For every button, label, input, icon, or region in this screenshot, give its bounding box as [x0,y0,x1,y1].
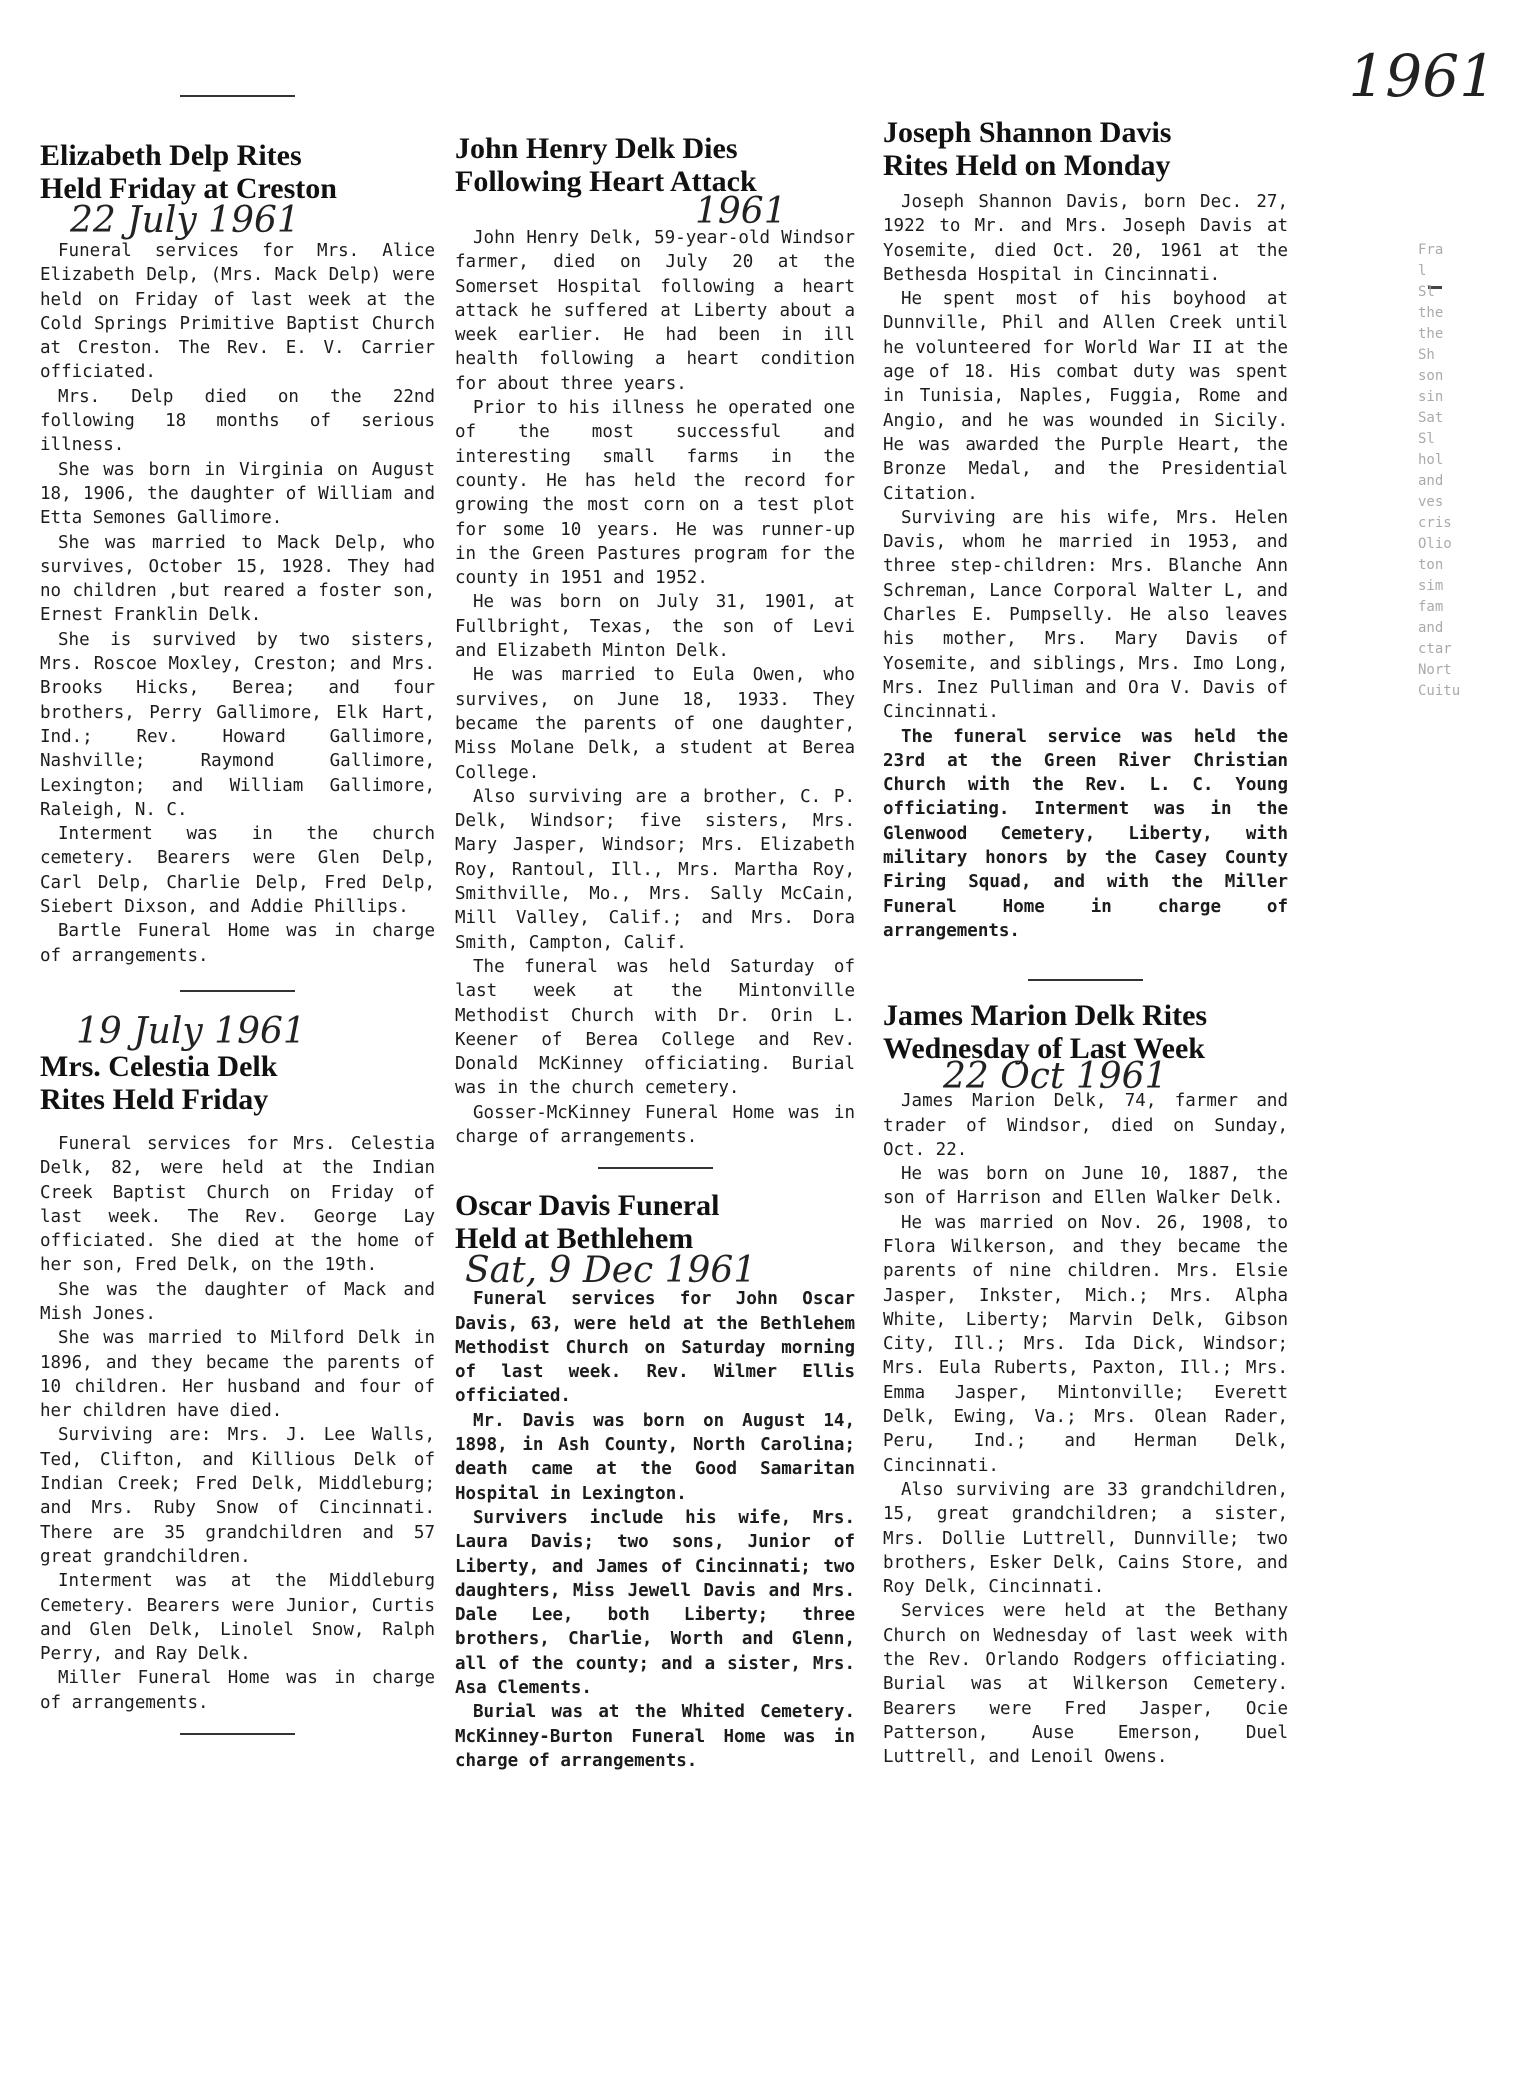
headline [455,132,855,198]
paragraph: Also surviving are 33 grandchildren, 15, great grandchildren; a sister, Mrs. Dollie Luttrell, Dunnville; two brothers, Esker Delk, Cains Store, and Roy Delk, Cincinnati. [883,1479,1288,1598]
paragraph: She was married to Mack Delp, who survives, October 15, 1928. They had no children ,but reared a foster son, Ernest Franklin Delk. [40,532,435,626]
margin-fragment: Sl [1418,284,1435,300]
paragraph: John Henry Delk, 59-year-old Windsor farmer, died on July 20 at the Somerset Hospital following a heart attack he suffered at Liberty about a week earlier. He had been in ill health following a heart condition for about three years. [455,228,855,394]
headline-line: Rites Held on Monday [883,149,1171,182]
paragraph: Interment was at the Middleburg Cemetery. Bearers were Junior, Curtis and Glen Delk, Linolel Snow, Ralph Perry, and Ray Delk. [40,1571,435,1665]
paragraph: She was married to Milford Delk in 1896, and they became the parents of 10 children. Her husband and four of her children have died. [40,1328,435,1422]
paragraph: The funeral service was held the 23rd at the Green River Christian Church with the Rev. L. C. Young officiating. Interment was in the Glenwood Cemetery, Liberty, with military honors by the Casey County Firing Squad, and with the Miller Funeral Home in charge of arrangements. [883,726,1288,941]
headline-line: Rites Held Friday [40,1082,269,1116]
paragraph: The funeral was held Saturday of last week at the Mintonville Methodist Church with Dr. Orin L. Keener of Berea College and Rev. Donald McKinney officiating. Burial was in the church cemetery. [455,956,855,1099]
bottom-rule [180,1733,295,1735]
margin-fragment: Fra [1418,242,1444,258]
headline-line: John Henry Delk Dies [455,132,738,165]
margin-fragment: ton [1418,557,1444,573]
paragraph: Prior to his illness he operated one of the most successful and interesting small farms in the county. He has held the record for growing the most corn on a test plot for some 10 years. He was runner-up in the Green Pastures program for the county in 1951 and 1952. [455,398,855,589]
paragraph: Miller Funeral Home was in charge of arrangements. [40,1668,435,1713]
paragraph: Burial was at the Whited Cemetery. McKinney-Burton Funeral Home was in charge of arrangements. [455,1702,855,1771]
margin-fragment: Nort [1418,662,1452,678]
handwritten-date: 1961 [695,191,787,232]
paragraph: He spent most of his boyhood at Dunnville, Phil and Allen Creek until he volunteered for World War II at the age of 18. His combat duty was spent in Tunisia, Naples, Fuggia, Rome and Angio, and he was wounded in Sicily. He was awarded the Purple Heart, the Bronze Medal, and the Presidential Citation. [883,289,1288,504]
paragraph: She was born in Virginia on August 18, 1906, the daughter of William and Etta Semones Gallimore. [40,459,435,529]
paragraph: She was the daughter of Mack and Mish Jones. [40,1279,435,1324]
handwritten-date: Sat, 9 Dec 1961 [465,1250,757,1292]
margin-fragment: Sh [1418,347,1435,363]
paragraph: Services were held at the Bethany Church on Wednesday of last week with the Rev. Orlando Rodgers officiating. Burial was at Wilkerson Cemetery. Bearers were Fred Jasper, Ocie Patterson, Ause Emerson, Duel Luttrell, and Lenoil Owens. [883,1601,1288,1768]
paragraph: Funeral services for Mrs. Alice Elizabeth Delp, (Mrs. Mack Delp) were held on Friday of last week at the Cold Springs Primitive Baptist Church at Creston. The Rev. E. V. Carrier officiated. [40,241,435,383]
headline-line: Held Friday at Creston [40,172,337,205]
handwritten-date: 22 July 1961 [70,200,300,241]
paragraph: Surviving are: Mrs. J. Lee Walls, Ted, Clifton, and Killious Delk of Indian Creek; Fred Delk, Middleburg; and Mrs. Ruby Snow of Cincinnati. There are 35 grandchildren and 57 great grandchildren. [40,1425,435,1567]
headline-line: James Marion Delk Rites [883,999,1208,1033]
margin-fragment: son [1418,368,1444,384]
margin-fragments [1418,240,1506,702]
paragraph: Funeral services for Mrs. Celestia Delk, 82, were held at the Indian Creek Baptist Church on Friday of last week. The Rev. George Lay officiated. She died at the home of her son, Fred Delk, on the 19th. [40,1133,435,1276]
paragraph: Bartle Funeral Home was in charge of arrangements. [40,921,435,966]
margin-fragment: Cuitu [1418,683,1461,699]
paragraph: Funeral services for John Oscar Davis, 63, were held at the Bethlehem Methodist Church on Saturday morning of last week. Rev. Wilmer Ellis officiated. [455,1289,855,1407]
margin-fragment: the [1418,305,1444,321]
column-left [40,95,435,1735]
margin-fragment: sim [1418,578,1444,594]
headline-line: Wednesday of Last Week [883,1032,1205,1066]
handwritten-date: 22 Oct 1961 [943,1056,1168,1098]
headline-line: Held at Bethlehem [455,1222,694,1256]
margin-fragment: Olio [1418,536,1452,552]
margin-fragment: and [1418,473,1444,489]
margin-fragment: Sl [1418,431,1435,447]
article-body [455,226,855,1149]
paragraph: Survivers include his wife, Mrs. Laura Davis; two sons, Junior of Liberty, and James of Cincinnati; two daughters, Miss Jewell Davis and Mrs. Dale Lee, both Liberty; three brothers, Charlie, Worth and Glenn, all of the county; and a sister, Mrs. Asa Clements. [455,1507,855,1699]
margin-fragment: hol [1418,452,1444,468]
paragraph: He was married to Eula Owen, who survives, on June 18, 1933. They became the parents of one daughter, Miss Molane Delk, a student at Berea College. [455,665,855,783]
paragraph: Surviving are his wife, Mrs. Helen Davis, whom he married in 1953, and three step-children: Mrs. Blanche Ann Schreman, Lance Corporal Walter L, and Charles E. Pumpselly. He also leaves his mother, Mrs. Mary Davis of Yosemite, and siblings, Mrs. Imo Long, Mrs. Inez Pulliman and Ora V. Davis of Cincinnati. [883,507,1288,723]
article-body [455,1287,855,1773]
headline-line: Following Heart Attack [455,165,757,198]
headline [40,1050,435,1116]
headline [455,1189,855,1255]
article-body [883,190,1288,943]
paragraph: Mr. Davis was born on August 14, 1898, in Ash County, North Carolina; death came at the Good Samaritan Hospital in Lexington. [455,1410,855,1504]
headline-line: Oscar Davis Funeral [455,1189,720,1223]
handwritten-date: 19 July 1961 [76,1010,306,1052]
margin-fragment: Sat [1418,410,1444,426]
margin-fragment: l [1418,263,1427,279]
headline-line: Elizabeth Delp Rites [40,139,302,172]
headline-line: Joseph Shannon Davis [883,116,1172,149]
paragraph: He was married on Nov. 26, 1908, to Flora Wilkerson, and they became the parents of nine children. Mrs. Elsie Jasper, Inkster, Mich.; Mrs. Alpha White, Liberty; Marvin Delk, Gibson City, Ill.; Mrs. Ida Dick, Windsor; Mrs. Eula Ruberts, Paxton, Ill.; Mrs. Emma Jasper, Mintonville; Everett Delk, Ewing, Va.; Mrs. Olean Rader, Peru, Ind.; and Herman Delk, Cincinnati. [883,1212,1288,1476]
paragraph: Mrs. Delp died on the 22nd following 18 months of serious illness. [40,386,435,456]
margin-fragment: ctar [1418,641,1452,657]
margin-fragment: ves [1418,494,1444,510]
margin-fragment: the [1418,326,1444,342]
margin-fragment: fam [1418,599,1444,615]
margin-fragment: cris [1418,515,1452,531]
column-middle [455,128,855,1773]
paragraph: He was born on June 10, 1887, the son of Harrison and Ellen Walker Delk. [883,1164,1288,1209]
headline [883,116,1288,182]
headline [40,139,435,205]
article-body [40,239,435,968]
article-body [883,1089,1288,1769]
paragraph: She is survived by two sisters, Mrs. Roscoe Moxley, Creston; and Mrs. Brooks Hicks, Berea; and four brothers, Perry Gallimore, Elk Hart, Ind.; Rev. Howard Gallimore, Nashville; Raymond Gallimore, Lexington; and William Gallimore, Raleigh, N. C. [40,629,435,820]
paragraph: James Marion Delk, 74, farmer and trader of Windsor, died on Sunday, Oct. 22. [883,1091,1288,1160]
paragraph: Gosser-McKinney Funeral Home was in charge of arrangements. [455,1102,855,1147]
paragraph: Also surviving are a brother, C. P. Delk, Windsor; five sisters, Mrs. Mary Jasper, Windsor; Mrs. Elizabeth Roy, Rantoul, Ill., Mrs. Martha Roy, Smithville, Mo., Mrs. Sally McCain, Mill Valley, Calif.; and Mrs. Dora Smith, Campton, Calif. [455,786,855,953]
year-note: 1961 [1348,42,1496,110]
paragraph: He was born on July 31, 1901, at Fullbright, Texas, the son of Levi and Elizabeth Minton Delk. [455,592,855,662]
paragraph: Interment was in the church cemetery. Bearers were Glen Delp, Carl Delp, Charlie Delp, Fred Delp, Siebert Dixson, and Addie Phillips. [40,824,435,918]
article-body [40,1132,435,1715]
margin-fragment: and [1418,620,1444,636]
headline-line: Mrs. Celestia Delk [40,1049,278,1083]
paragraph: Joseph Shannon Davis, born Dec. 27, 1922 to Mr. and Mrs. Joseph Davis at Yosemite, died Oct. 20, 1961 at the Bethesda Hospital in Cincinnati. [883,192,1288,285]
margin-fragment: sin [1418,389,1444,405]
column-right [883,112,1288,1770]
